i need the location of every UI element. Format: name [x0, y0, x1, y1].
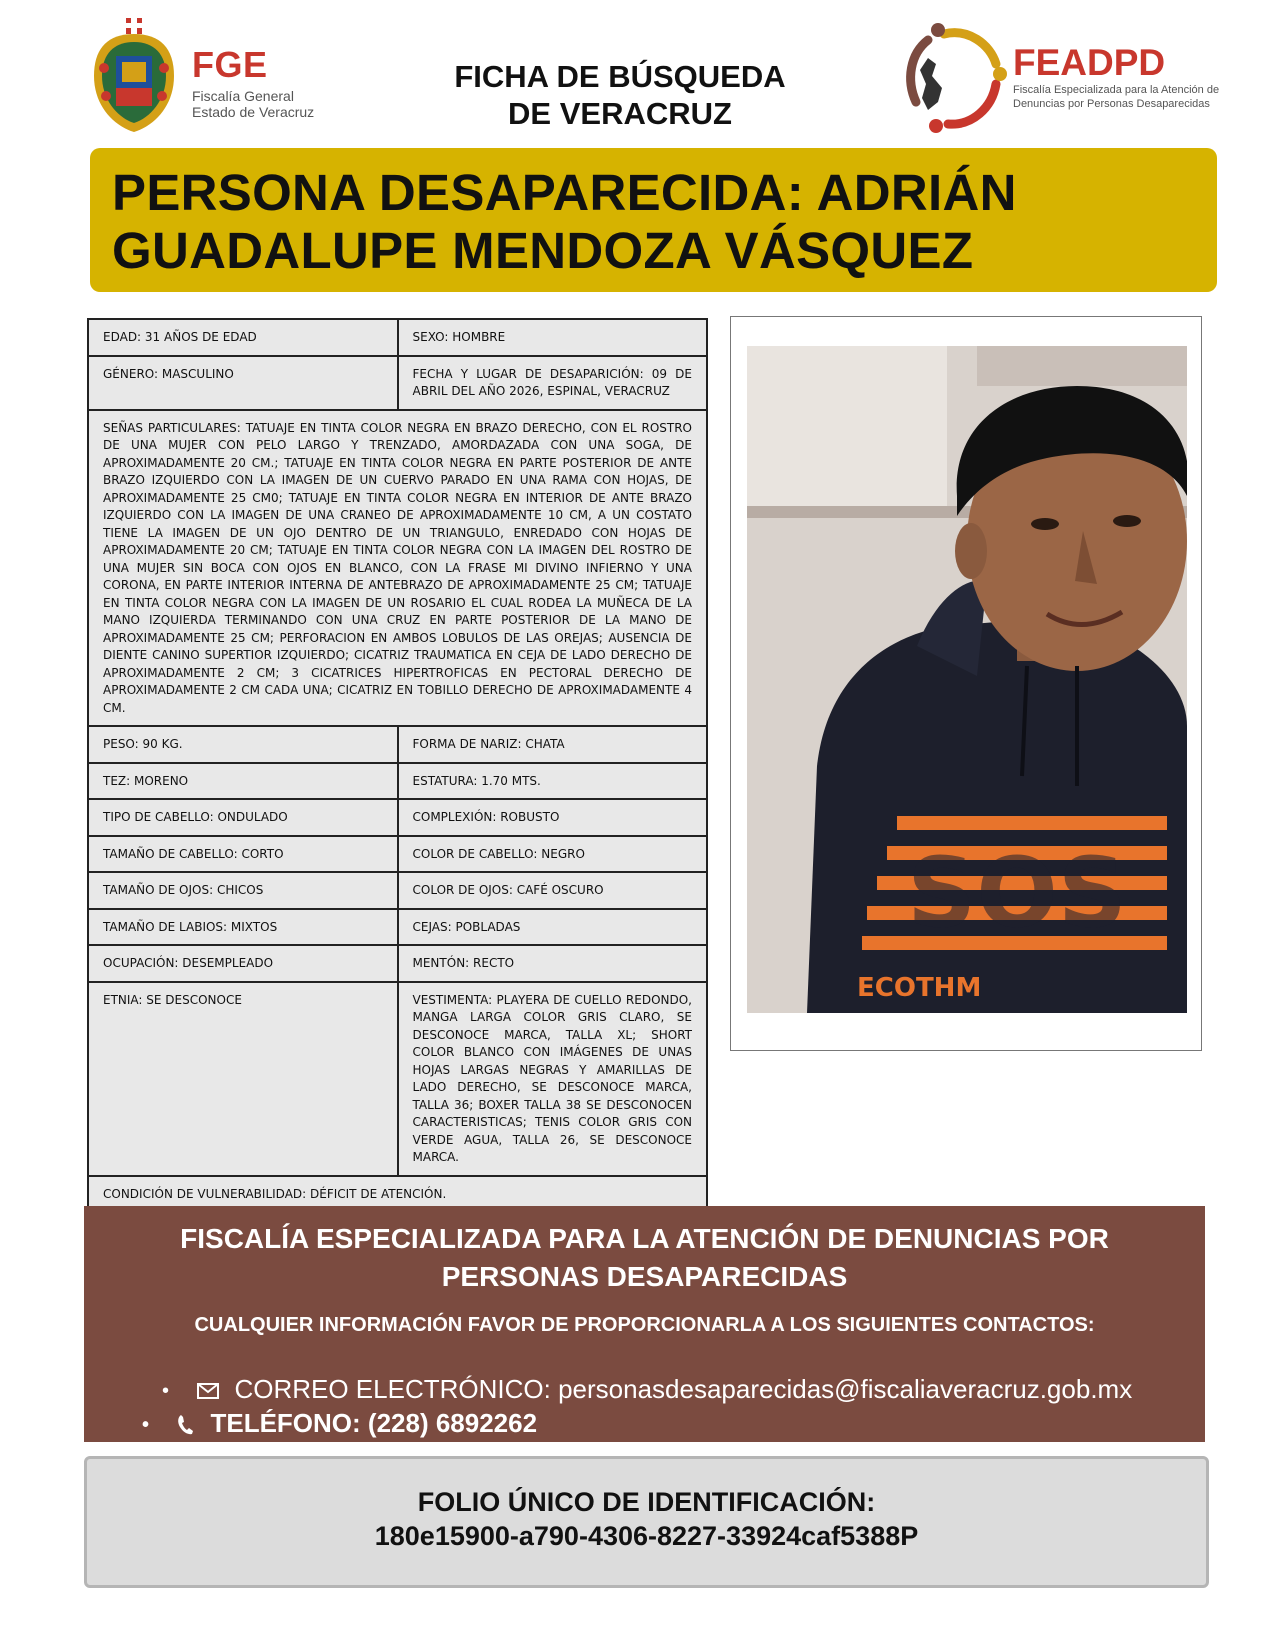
contact-title-line2: PERSONAS DESAPARECIDAS: [441, 1261, 848, 1292]
feadpd-logo: [898, 18, 1238, 138]
contact-box: [84, 1206, 1205, 1442]
table-row: [88, 836, 707, 873]
build-cell: COMPLEXIÓN: ROBUSTO: [398, 799, 708, 836]
shirt-hem-text: ECOTHM: [857, 973, 982, 1003]
phone-number-link[interactable]: (228) 6892262: [367, 1408, 538, 1438]
gender-cell: GÉNERO: MASCULINO: [88, 356, 398, 410]
table-row: [88, 356, 707, 410]
lip-size-cell: TAMAÑO DE LABIOS: MIXTOS: [88, 909, 398, 946]
hair-length-cell: TAMAÑO DE CABELLO: CORTO: [88, 836, 398, 873]
occupation-cell: OCUPACIÓN: DESEMPLEADO: [88, 945, 398, 982]
table-row: [88, 410, 707, 727]
vulnerability-cell: CONDICIÓN DE VULNERABILIDAD: DÉFICIT DE ATENCIÓN.: [88, 1176, 707, 1213]
document-title: [420, 58, 820, 132]
height-cell: ESTATURA: 1.70 MTS.: [398, 763, 708, 800]
person-photo: [747, 346, 1187, 1013]
sex-cell: SEXO: HOMBRE: [398, 319, 708, 356]
table-row: [88, 982, 707, 1176]
table-row: [88, 799, 707, 836]
phone-icon: [177, 1414, 195, 1436]
disappearance-date-place-cell: FECHA Y LUGAR DE DESAPARICIÓN: 09 DE ABRIL DEL AÑO 2026, ESPINAL, VERACRUZ: [398, 356, 708, 410]
fge-subtitle-line2: Estado de Veracruz: [192, 104, 315, 120]
veracruz-crest-icon: [88, 18, 180, 134]
table-row: [88, 872, 707, 909]
feadpd-subtitle-line1: Fiscalía Especializada para la Atención de: [1013, 84, 1220, 96]
nose-shape-cell: FORMA DE NARIZ: CHATA: [398, 726, 708, 763]
banner-line1: PERSONA DESAPARECIDA: ADRIÁN: [112, 164, 1017, 221]
photo-frame: [730, 316, 1202, 1051]
table-row: [88, 945, 707, 982]
person-photo-illustration: [747, 346, 1187, 1013]
banner-line2: GUADALUPE MENDOZA VÁSQUEZ: [112, 222, 974, 279]
table-row: [88, 726, 707, 763]
envelope-icon: [197, 1383, 219, 1399]
bullet: •: [142, 1413, 150, 1436]
fge-abbreviation: FGE: [192, 44, 268, 85]
contact-title-line1: FISCALÍA ESPECIALIZADA PARA LA ATENCIÓN DE DENUNCIAS POR: [180, 1223, 1109, 1254]
contact-subtitle: CUALQUIER INFORMACIÓN FAVOR DE PROPORCIONARLA A LOS SIGUIENTES CONTACTOS:: [194, 1314, 1095, 1336]
distinguishing-marks-cell: SEÑAS PARTICULARES: TATUAJE EN TINTA COLOR NEGRA EN BRAZO DERECHO, CON EL ROSTRO DE UNA MUJER CON PELO LARGO Y TRENZADO, AMORDAZADA CON UNA SOGA, DE APROXIMADAMENTE 20 CM.; TATUAJE EN TINTA COLOR NEGRA EN PARTE POSTERIOR DE ANTE BRAZO IZQUIERDO CON LA IMAGEN DE UN CUERVO PARADO EN UNA RAMA CON HOJAS, DE APROXIMADAMENTE 25 CM0; TATUAJE EN TINTA COLOR NEGRA EN INTERIOR DE ANTE BRAZO IZQUIERDO CON LA IMAGEN DE UNA CRANEO DE APROXIMADAMENTE 10 CM, A UN COSTATO TIENE LA IMAGEN DE UN OJO DENTRO DE UN TRIANGULO, ENREDADO CON HOJAS DE APROXIMADAMENTE 20 CM; TATUAJE EN TINTA COLOR NEGRA CON LA IMAGEN DEL ROSTRO DE UNA MUJER SIN BOCA CON OJOS EN BLANCO, CON LA FRASE MI DIVINO INFIERNO Y UNA CORONA, EN PARTE INTERIOR INTERNA DE ANTEBRAZO DE APROXIMADAMENTE 25 CM; TATUAJE EN TINTA COLOR NEGRA CON LA IMAGEN DE UN ROSARIO EL CUAL RODEA LA MUÑECA DE LA MANO IZQUIERDA TERMINANDO CON UNA CRUZ EN PARTE POSTERIOR DE LA MANO DE APROXIMADAMENTE 25 CM; PERFORACION EN AMBOS LOBULOS DE LAS OREJAS; AUSENCIA DE DIENTE CANINO SUPERTIOR IZQUIERDO; CICATRIZ TRAUMATICA EN CEJA DE LADO DERECHO DE APROXIMADAMENTE 2 CM; 3 CICATRICES HIPERTROFICAS EN PECTORAL DERECHO DE APROXIMADAMENTE 2 CM CADA UNA; CICATRIZ EN TOBILLO DERECHO DE APROXIMADAMENTE 4 CM.: [88, 410, 707, 727]
folio-box: [84, 1456, 1209, 1588]
complexion-tone-cell: TEZ: MORENO: [88, 763, 398, 800]
hair-type-cell: TIPO DE CABELLO: ONDULADO: [88, 799, 398, 836]
document-title-line2: DE VERACRUZ: [508, 96, 732, 131]
chin-cell: MENTÓN: RECTO: [398, 945, 708, 982]
fge-logo: [88, 18, 336, 136]
phone-label: TELÉFONO:: [210, 1408, 361, 1438]
email-contact: [162, 1374, 1132, 1405]
folio-value: 180e15900-a790-4306-8227-33924caf5388P: [374, 1521, 919, 1551]
eye-color-cell: COLOR DE OJOS: CAFÉ OSCURO: [398, 872, 708, 909]
phone-contact: [142, 1408, 537, 1439]
age-cell: EDAD: 31 AÑOS DE EDAD: [88, 319, 398, 356]
fge-subtitle-line1: Fiscalía General: [192, 88, 294, 104]
document-title-line1: FICHA DE BÚSQUEDA: [454, 59, 786, 94]
email-label: CORREO ELECTRÓNICO:: [234, 1374, 551, 1404]
folio-label: FOLIO ÚNICO DE IDENTIFICACIÓN:: [417, 1487, 876, 1517]
feadpd-abbreviation: FEADPD: [1013, 42, 1166, 83]
person-details-table: [87, 318, 708, 1213]
feadpd-emblem-icon: [898, 18, 1008, 136]
ethnicity-cell: ETNIA: SE DESCONOCE: [88, 982, 398, 1176]
weight-cell: PESO: 90 KG.: [88, 726, 398, 763]
hair-color-cell: COLOR DE CABELLO: NEGRO: [398, 836, 708, 873]
feadpd-subtitle-line2: Denuncias por Personas Desaparecidas: [1013, 98, 1210, 110]
table-row: [88, 909, 707, 946]
bullet: •: [162, 1379, 170, 1402]
table-row: [88, 763, 707, 800]
contact-title: [84, 1220, 1205, 1296]
eye-size-cell: TAMAÑO DE OJOS: CHICOS: [88, 872, 398, 909]
missing-person-banner: [90, 148, 1217, 292]
table-row: [88, 319, 707, 356]
eyebrows-cell: CEJAS: POBLADAS: [398, 909, 708, 946]
email-address-link[interactable]: personasdesaparecidas@fiscaliaveracruz.gob.mx: [558, 1374, 1133, 1404]
shirt-print-text: SOS: [907, 837, 1127, 949]
clothing-cell: VESTIMENTA: PLAYERA DE CUELLO REDONDO, MANGA LARGA COLOR GRIS CLARO, SE DESCONOCE MARCA, TALLA XL; SHORT COLOR BLANCO CON IMÁGENES DE UNAS HOJAS LARGAS NEGRAS Y AMARILLAS DE LADO DERECHO, SE DESCONOCE MARCA, TALLA 36; BOXER TALLA 38 SE DESCONOCEN CARACTERISTICAS; TENIS COLOR GRIS CON VERDE AGUA, TALLA 26, SE DESCONOCE MARCA.: [398, 982, 708, 1176]
